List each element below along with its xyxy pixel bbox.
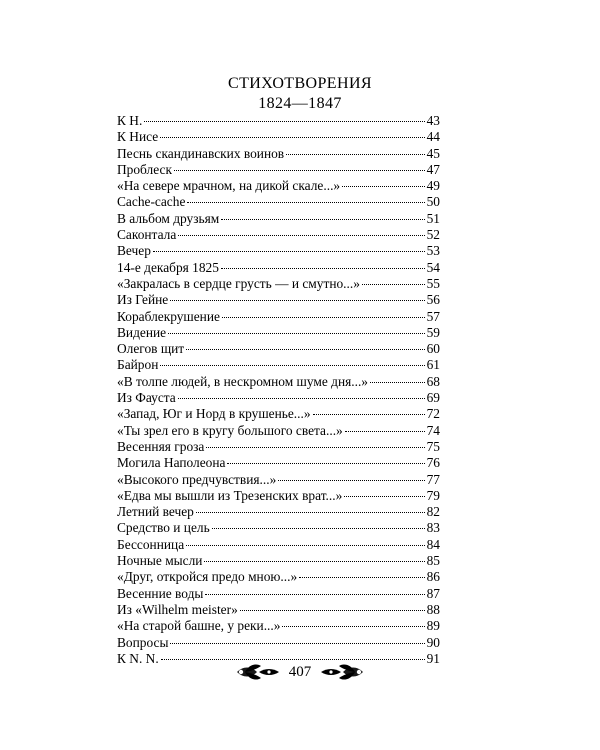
toc-entry-page: 86 [426, 569, 440, 585]
toc-entry [117, 325, 440, 341]
toc-entry-title: К N. N. [117, 650, 159, 666]
toc-entry-title: В альбом друзьям [117, 210, 220, 226]
toc-leader-dots [212, 528, 425, 529]
toc-entry [117, 553, 440, 569]
toc-leader-dots [196, 512, 425, 513]
toc-entry [117, 635, 440, 651]
toc-entry-title: Вопросы [117, 634, 169, 650]
toc-leader-dots [286, 154, 424, 155]
toc-leader-dots [370, 382, 425, 383]
toc-entry [117, 439, 440, 455]
toc-entry-page: 50 [426, 194, 440, 210]
toc-entry-title: Весенняя гроза [117, 438, 205, 454]
toc-leader-dots [160, 137, 424, 138]
toc-entry [117, 357, 440, 373]
toc-leader-dots [186, 349, 424, 350]
toc-entry-page: 53 [426, 243, 440, 259]
toc-entry [117, 537, 440, 553]
toc-entry [117, 243, 440, 259]
toc-leader-dots [227, 463, 424, 464]
toc-entry-title: Из «Wilhelm meister» [117, 601, 238, 617]
toc-entry-page: 47 [426, 161, 440, 177]
toc-leader-dots [205, 594, 424, 595]
toc-entry-title: Саконтала [117, 227, 177, 243]
toc-entry-page: 76 [426, 455, 440, 471]
toc-leader-dots [313, 414, 425, 415]
toc-leader-dots [221, 219, 424, 220]
toc-entry [117, 194, 440, 210]
toc-entry-page: 84 [426, 536, 440, 552]
toc-entry-page: 51 [426, 210, 440, 226]
toc-entry-page: 90 [426, 634, 440, 650]
toc-entry-page: 52 [426, 227, 440, 243]
toc-entry-title: Могила Наполеона [117, 455, 226, 471]
toc-entry-title: Видение [117, 324, 167, 340]
toc-entry-title: Проблеск [117, 161, 172, 177]
toc-leader-dots [222, 317, 425, 318]
toc-entry-page: 45 [426, 145, 440, 161]
toc-entry-title: Летний вечер [117, 504, 194, 520]
toc-leader-dots [299, 577, 424, 578]
toc-leader-dots [170, 643, 424, 644]
toc-entry [117, 227, 440, 243]
toc-entry-title: К Н. [117, 113, 143, 128]
toc-entry [117, 260, 440, 276]
toc-leader-dots [344, 496, 424, 497]
toc-leader-dots [345, 431, 425, 432]
toc-entry-title: Из Фауста [117, 390, 176, 406]
toc-leader-dots [160, 365, 424, 366]
toc-entry [117, 374, 440, 390]
toc-leader-dots [144, 121, 424, 122]
toc-entry [117, 341, 440, 357]
toc-entry-title: Весенние воды [117, 585, 204, 601]
toc-entry [117, 520, 440, 536]
toc-entry-title: Ночные мысли [117, 553, 203, 569]
toc-entry-title: Песнь скандинавских воинов [117, 145, 285, 161]
toc-leader-dots [204, 561, 424, 562]
section-title: СТИХОТВОРЕНИЯ [228, 75, 372, 92]
toc-entry [117, 618, 440, 634]
toc-entry [117, 488, 440, 504]
toc-entry-page: 88 [426, 601, 440, 617]
toc-entry-title: К Нисе [117, 129, 159, 145]
section-years: 1824—1847 [258, 95, 342, 112]
toc-leader-dots [178, 398, 425, 399]
page-number: 407 [288, 664, 312, 680]
toc-entry [117, 586, 440, 602]
toc-entry [117, 178, 440, 194]
toc-entry-title: Cache-cache [117, 194, 186, 210]
toc-entry-title: 14-е декабря 1825 [117, 259, 219, 275]
toc-entry [117, 455, 440, 471]
toc-entry [117, 472, 440, 488]
toc-entry-page: 56 [426, 292, 440, 308]
toc-entry [117, 406, 440, 422]
floral-ornament-right-icon [319, 662, 365, 682]
table-of-contents [117, 113, 440, 667]
toc-entry-title: Олегов щит [117, 341, 185, 357]
toc-entry [117, 276, 440, 292]
toc-entry-page: 69 [426, 390, 440, 406]
toc-entry [117, 162, 440, 178]
toc-entry-page: 74 [426, 422, 440, 438]
toc-entry-page: 91 [426, 650, 440, 666]
floral-ornament-left-icon [235, 662, 281, 682]
toc-entry-page: 85 [426, 553, 440, 569]
toc-entry-page: 87 [426, 585, 440, 601]
toc-leader-dots [240, 610, 425, 611]
toc-entry-title: «Едва мы вышли из Трезенских врат...» [117, 487, 343, 503]
toc-entry-title: «Высокого предчувствия...» [117, 471, 277, 487]
toc-entry-page: 82 [426, 504, 440, 520]
toc-entry-title: «Друг, откройся предо мною...» [117, 569, 298, 585]
toc-entry [117, 146, 440, 162]
toc-entry-title: «На севере мрачном, на дикой скале...» [117, 178, 341, 194]
toc-entry-page: 59 [426, 324, 440, 340]
toc-entry [117, 309, 440, 325]
toc-entry-title: Из Гейне [117, 292, 169, 308]
toc-entry-title: Вечер [117, 243, 151, 259]
toc-entry-page: 61 [426, 357, 440, 373]
toc-leader-dots [186, 545, 424, 546]
toc-leader-dots [221, 268, 425, 269]
toc-entry-title: «Ты зрел его в кругу большого света...» [117, 422, 343, 438]
toc-entry-page: 54 [426, 259, 440, 275]
toc-leader-dots [174, 170, 425, 171]
toc-entry-page: 83 [426, 520, 440, 536]
toc-entry [117, 129, 440, 145]
toc-entry-page: 55 [426, 275, 440, 291]
toc-entry-title: «В толпе людей, в нескромном шуме дня...» [117, 373, 369, 389]
toc-entry-title: «Запад, Юг и Норд в крушенье...» [117, 406, 311, 422]
toc-entry-title: «Закралась в сердце грусть — и смутно...» [117, 275, 360, 291]
toc-entry-page: 77 [426, 471, 440, 487]
toc-leader-dots [342, 186, 425, 187]
toc-entry [117, 569, 440, 585]
toc-entry-page: 72 [426, 406, 440, 422]
toc-entry [117, 390, 440, 406]
toc-entry [117, 504, 440, 520]
toc-leader-dots [278, 480, 424, 481]
toc-entry-title: Байрон [117, 357, 159, 373]
toc-entry-title: «На старой башне, у реки...» [117, 618, 281, 634]
toc-entry-page: 57 [426, 308, 440, 324]
toc-entry-page: 44 [426, 129, 440, 145]
toc-entry [117, 292, 440, 308]
toc-leader-dots [168, 333, 424, 334]
toc-leader-dots [206, 447, 424, 448]
toc-entry-title: Бессонница [117, 536, 185, 552]
toc-entry-page: 79 [426, 487, 440, 503]
toc-entry-page: 49 [426, 178, 440, 194]
toc-leader-dots [178, 235, 424, 236]
toc-entry-page: 75 [426, 438, 440, 454]
toc-entry-page: 43 [426, 113, 440, 128]
toc-entry-title: Средство и цель [117, 520, 210, 536]
toc-leader-dots [187, 202, 424, 203]
page-footer [0, 660, 600, 684]
toc-entry [117, 602, 440, 618]
toc-entry-title: Кораблекрушение [117, 308, 220, 324]
toc-leader-dots [282, 626, 424, 627]
toc-entry-page: 89 [426, 618, 440, 634]
toc-entry-page: 68 [426, 373, 440, 389]
toc-entry [117, 113, 440, 129]
toc-entry-page: 60 [426, 341, 440, 357]
toc-entry [117, 211, 440, 227]
toc-leader-dots [362, 284, 425, 285]
toc-leader-dots [153, 251, 425, 252]
toc-leader-dots [170, 300, 424, 301]
toc-entry [117, 423, 440, 439]
